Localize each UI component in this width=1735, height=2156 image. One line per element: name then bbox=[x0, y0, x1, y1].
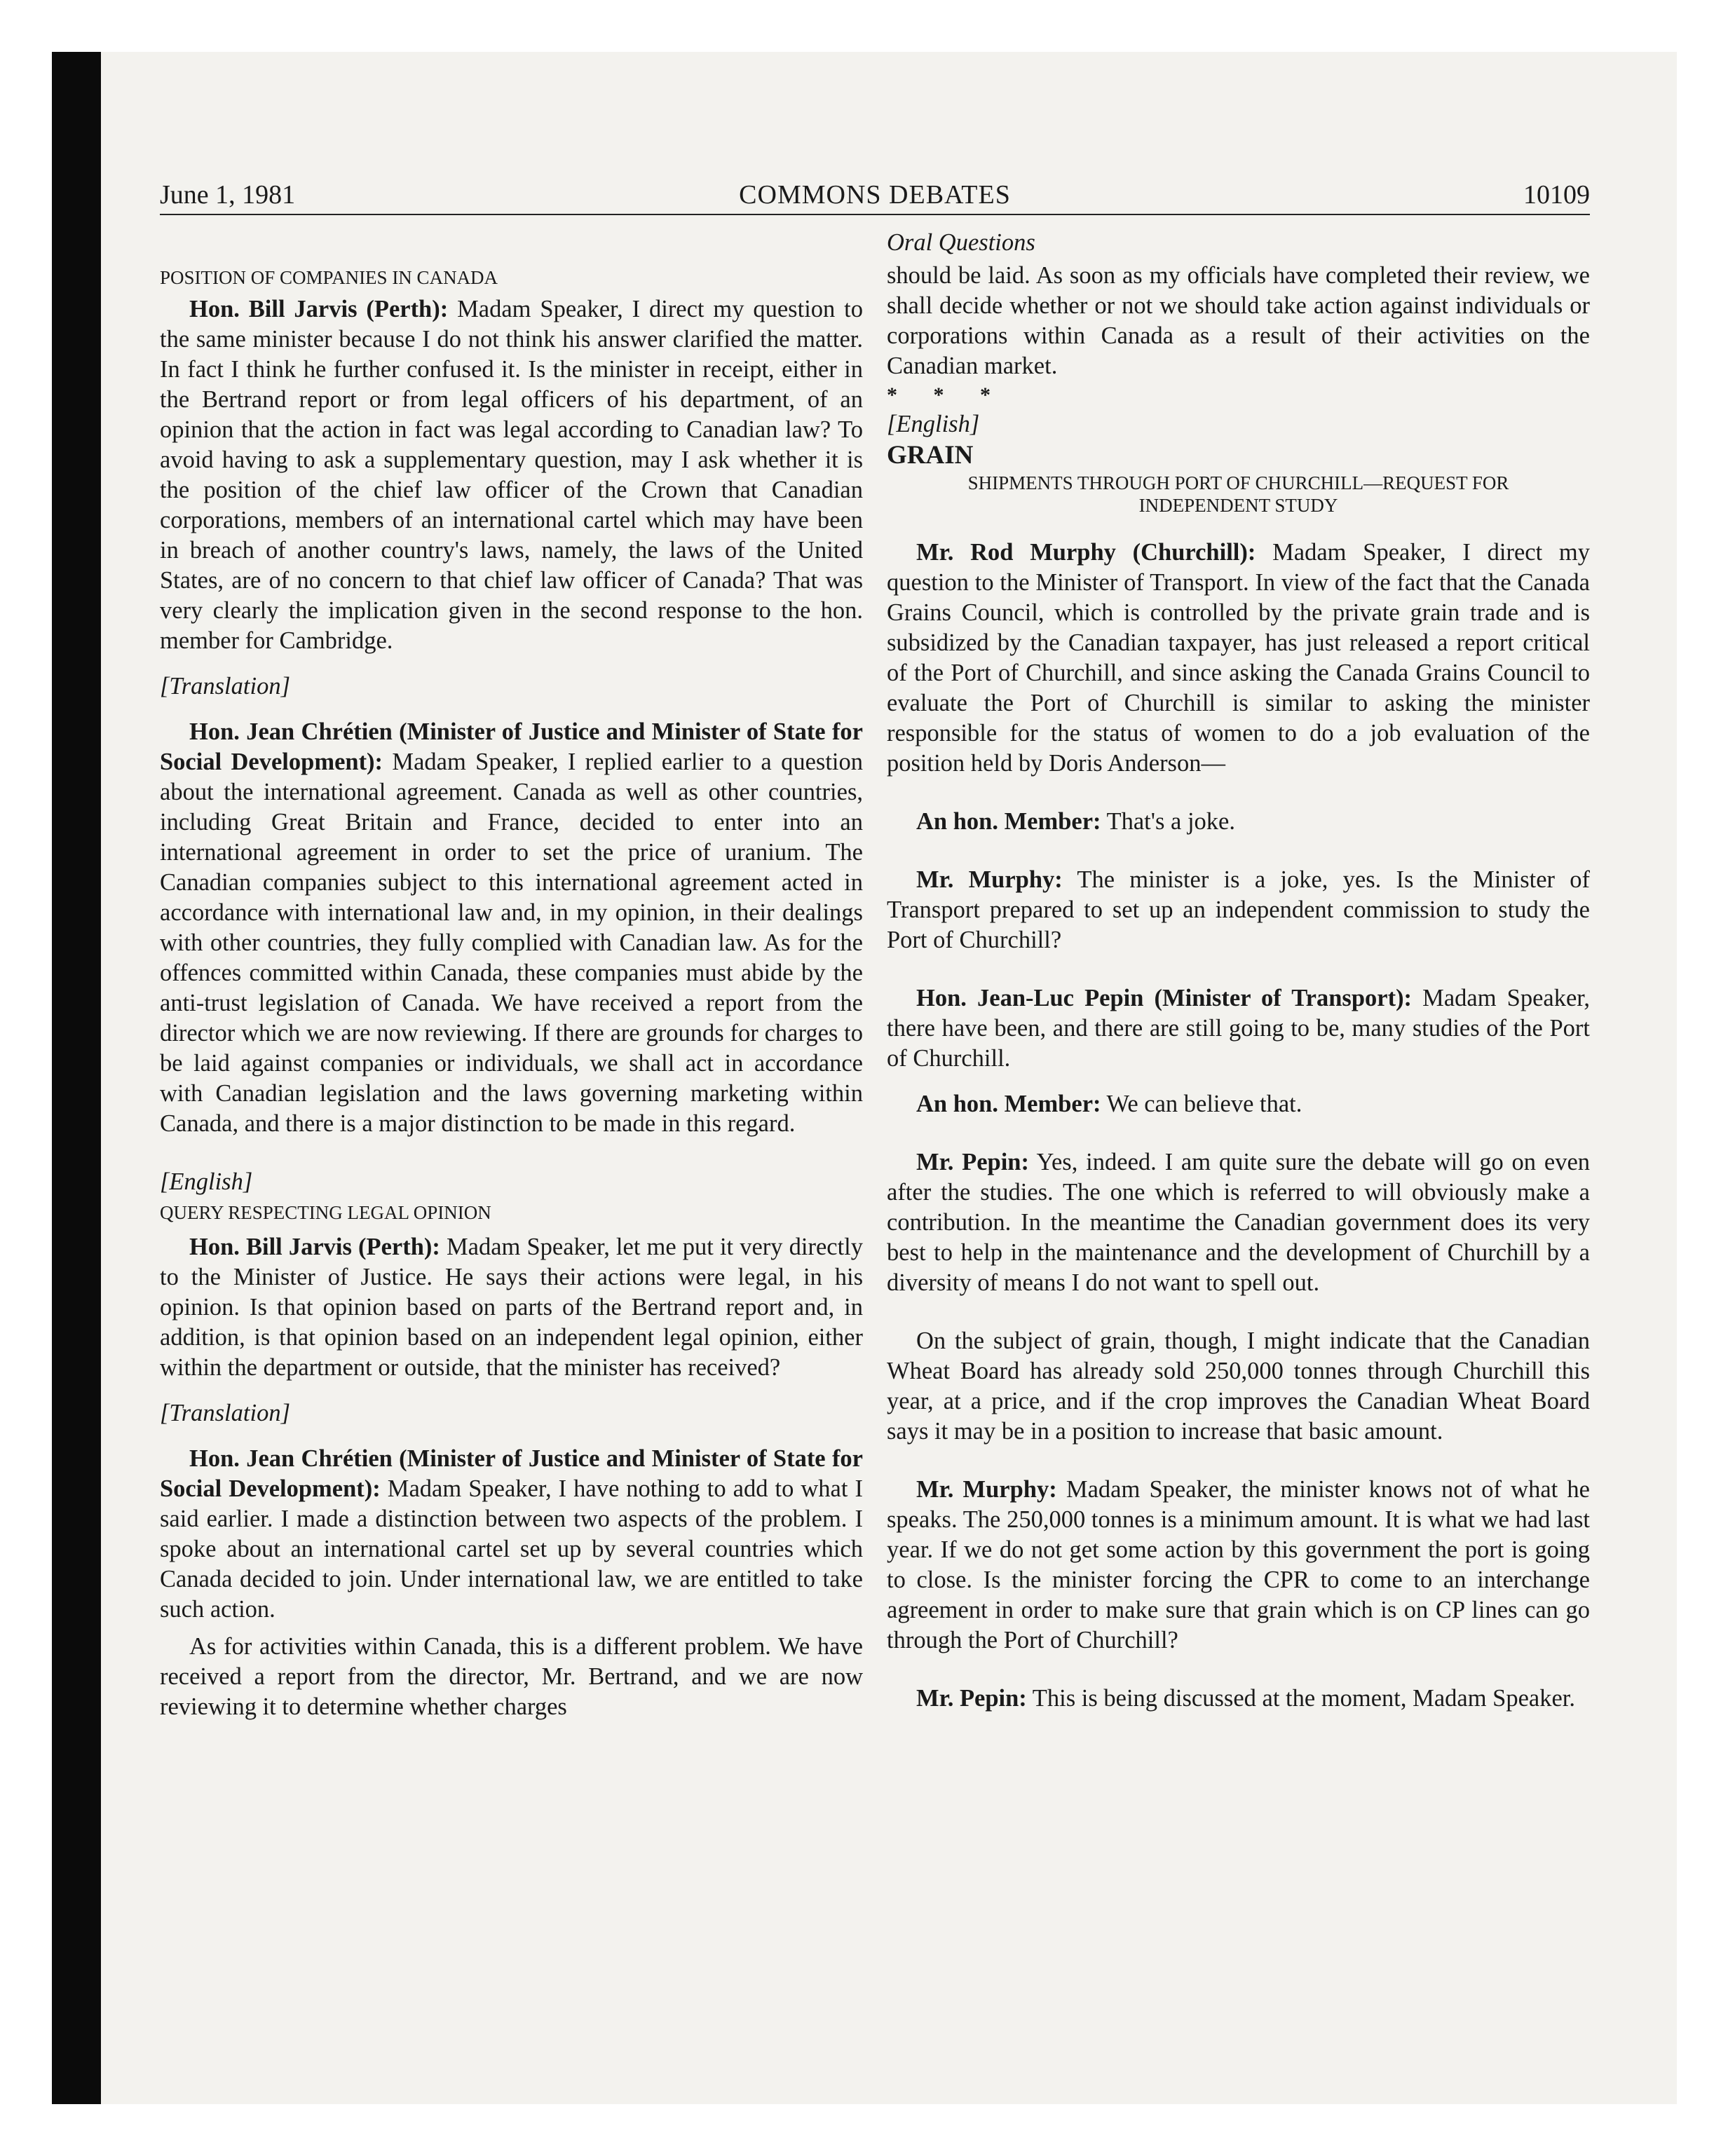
speaker-name: Hon. Bill Jarvis (Perth): bbox=[189, 296, 449, 322]
speech-text: Madam Speaker, I direct my question to the Minister of Transport. In view of the fact that the Canada Grains Council, which is controlled by the private grain trade and is subsidized by the Canadian taxpayer, has just released a report critical of the Port of Churchill, and since asking the Canada Grains Council to evaluate the Port of Churchill is similar to asking the minister responsible for the status of women to do a job evaluation of the position held by Doris Anderson— bbox=[887, 539, 1591, 777]
left-column bbox=[160, 228, 863, 1722]
speech-chretien-1 bbox=[160, 717, 863, 1139]
speaker-name: Hon. Jean-Luc Pepin (Minister of Transport): bbox=[916, 985, 1413, 1011]
running-head bbox=[160, 177, 1590, 212]
speech-text: Madam Speaker, let me put it very directly to the Minister of Justice. He says their actions were legal, in his opinion. Is that opinion based on parts of the Bertrand report and, in addition, is that opinion based on an independent legal opinion, either within the department or outside, that the minister has received? bbox=[160, 1234, 863, 1381]
page-number: 10109 bbox=[1523, 180, 1590, 210]
speaker-name: Hon. Jean Chrétien (Minister of Justice and Minister of State for Social Development): bbox=[160, 718, 863, 775]
speech-text: Yes, indeed. I am quite sure the debate will go on even after the studies. The one which is referred to will obviously make a contribution. In the meantime the Canadian government does its very best to help in the maintenance and the development of Churchill by a diversity of means I do not want to spell out. bbox=[887, 1149, 1591, 1296]
speech-pepin-2 bbox=[887, 1147, 1590, 1298]
speaker-name: Mr. Rod Murphy (Churchill): bbox=[916, 539, 1256, 566]
speech-text: Madam Speaker, the minister knows not of what he speaks. The 250,000 tonnes is a minimum amount. It is what we had last year. If we do not get some action by this government the port is going to close. Is the minister forcing the CPR to come to an interchange agreement in order to make sure that grain which is on CP lines can go through the Port of Churchill? bbox=[887, 1476, 1590, 1653]
speaker-name: Mr. Pepin: bbox=[916, 1685, 1027, 1712]
header-rule bbox=[160, 214, 1590, 215]
speech-text: That's a joke. bbox=[1101, 808, 1235, 835]
right-column bbox=[887, 228, 1590, 1714]
speech-text: This is being discussed at the moment, Madam Speaker. bbox=[1026, 1685, 1575, 1712]
paragraph-subject-of-grain: On the subject of grain, though, I might indicate that the Canadian Wheat Board has already sold 250,000 tonnes through Churchill this year, at a price, and if the crop improves the Canadian Wheat Board says it may be in a position to increase that basic amount. bbox=[887, 1328, 1590, 1445]
speech-murphy-1 bbox=[887, 538, 1590, 779]
subheading-query-legal-opinion: QUERY RESPECTING LEGAL OPINION bbox=[160, 1202, 491, 1223]
speech-hon-member-2 bbox=[887, 1089, 1590, 1119]
paragraph-activities-within-canada: As for activities within Canada, this is a different problem. We have received a report from the director, Mr. Bertrand, and we are now reviewing it to determine whether charges bbox=[160, 1633, 863, 1720]
header-title: COMMONS DEBATES bbox=[739, 180, 1011, 210]
speech-text: Madam Speaker, I have nothing to add to what I said earlier. I made a distinction between two aspects of the problem. I spoke about an international cartel set up by several countries which Canada decided to join. Under international law, we are entitled to take such action. bbox=[160, 1475, 863, 1623]
speech-pepin-1 bbox=[887, 983, 1590, 1074]
language-tag-translation: [Translation] bbox=[160, 673, 290, 700]
binding-edge bbox=[52, 52, 101, 2104]
speech-murphy-2 bbox=[887, 865, 1590, 955]
language-tag-english: [English] bbox=[160, 1168, 253, 1195]
speaker-name: An hon. Member: bbox=[916, 808, 1101, 835]
language-tag-translation-2: [Translation] bbox=[160, 1400, 290, 1426]
speaker-name: Mr. Pepin: bbox=[916, 1149, 1029, 1175]
speech-text: Madam Speaker, there have been, and there are still going to be, many studies of the Port of Churchill. bbox=[887, 985, 1590, 1072]
speech-hon-member-1 bbox=[887, 807, 1590, 837]
speaker-name: Mr. Murphy: bbox=[916, 866, 1063, 893]
subheading-churchill-shipments bbox=[887, 472, 1590, 517]
speaker-name: Mr. Murphy: bbox=[916, 1476, 1057, 1503]
speaker-name: An hon. Member: bbox=[916, 1091, 1101, 1117]
speech-text: We can believe that. bbox=[1101, 1091, 1302, 1117]
speech-murphy-3 bbox=[887, 1475, 1590, 1656]
subheading-line: SHIPMENTS THROUGH PORT OF CHURCHILL—REQUEST FOR bbox=[967, 472, 1509, 493]
speech-pepin-3 bbox=[887, 1684, 1590, 1714]
section-label-oral-questions: Oral Questions bbox=[887, 229, 1035, 256]
speech-jarvis-2 bbox=[160, 1232, 863, 1383]
speaker-name: Hon. Bill Jarvis (Perth): bbox=[189, 1234, 440, 1260]
header-date: June 1, 1981 bbox=[160, 180, 296, 210]
subheading-line: INDEPENDENT STUDY bbox=[1138, 495, 1338, 516]
language-tag-english: [English] bbox=[887, 411, 980, 437]
section-separator-stars: * * * bbox=[887, 383, 1006, 407]
subheading-position-of-companies: POSITION OF COMPANIES IN CANADA bbox=[160, 267, 498, 288]
section-heading-grain: GRAIN bbox=[887, 441, 974, 470]
speech-text: The minister is a joke, yes. Is the Minister of Transport prepared to set up an independent commission to study the Port of Churchill? bbox=[887, 866, 1590, 953]
speech-text: Madam Speaker, I replied earlier to a question about the international agreement. Canada as well as other countries, including Great Britain and France, decided to enter into an international agreement in order to set the price of uranium. The Canadian companies subject to this international agreement acted in accordance with international law and, in my opinion, in their dealings with other countries, they fully complied with Canadian law. As for the offences committed within Canada, these companies must abide by the anti-trust legislation of Canada. We have received a report from the director which we are now reviewing. If there are grounds for charges to be laid against companies or individuals, we shall act in accordance with Canadian legislation and the laws governing marketing within Canada, and there is a major distinction to be made in this regard. bbox=[160, 749, 863, 1137]
speaker-name: Hon. Jean Chrétien (Minister of Justice and Minister of State for Social Development): bbox=[160, 1445, 863, 1502]
speech-text: Madam Speaker, I direct my question to the same minister because I do not think his answer clarified the matter. In fact I think he further confused it. Is the minister in receipt, either in the Bertrand report or from legal officers of his department, of an opinion that the action in fact was legal according to Canadian law? To avoid having to ask a supplementary question, may I ask whether it is the position of the chief law officer of the Crown that Canadian corporations, members of an international cartel which may have been in breach of another country's laws, namely, the laws of the United States, are of no concern to that chief law officer of Canada? That was very clearly the implication given in the second response to the hon. member for Cambridge. bbox=[160, 296, 863, 654]
speech-chretien-2 bbox=[160, 1444, 863, 1625]
paragraph-continuation: should be laid. As soon as my officials have completed their review, we shall decide whether or not we should take action against individuals or corporations within Canada as a result of their activities on the Canadian market. bbox=[887, 262, 1590, 379]
speech-jarvis-1 bbox=[160, 294, 863, 656]
